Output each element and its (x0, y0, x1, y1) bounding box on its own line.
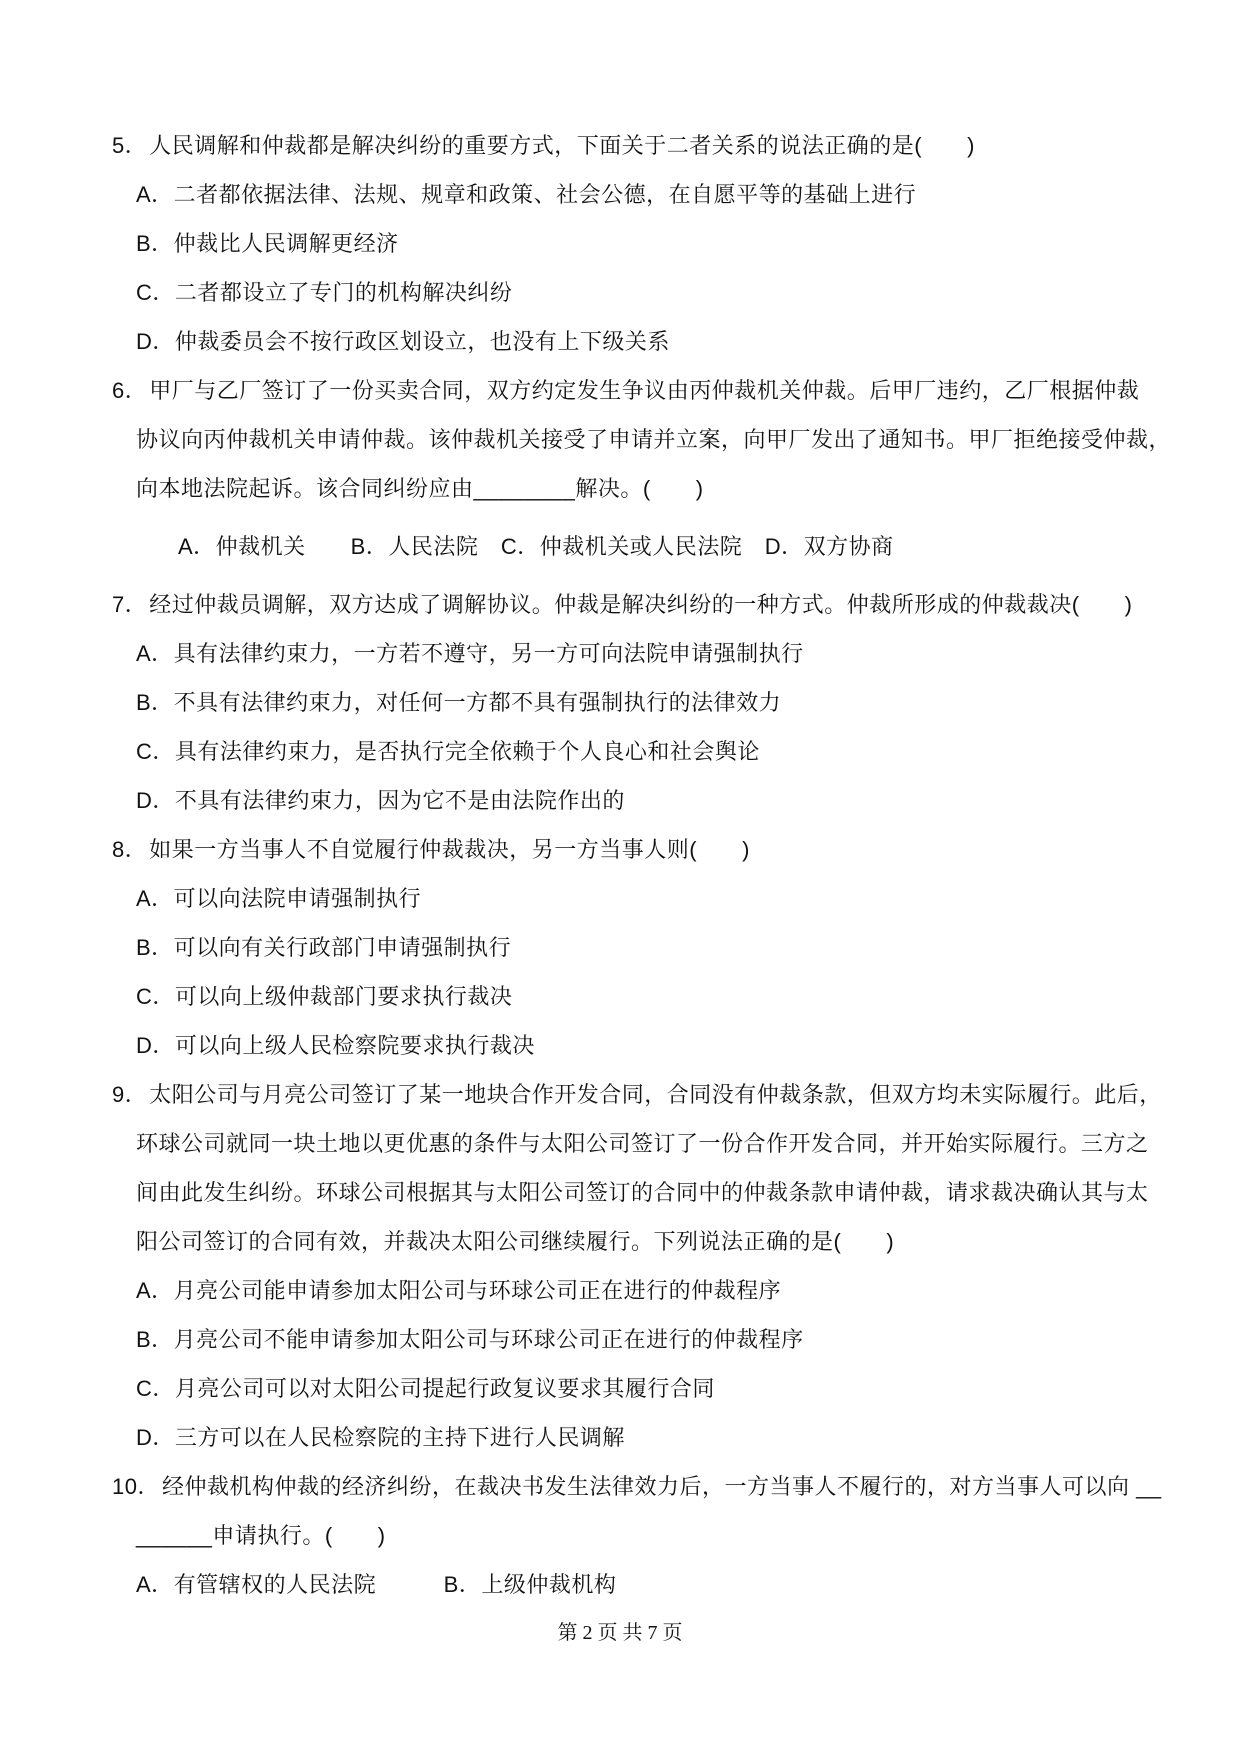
question-7 (112, 580, 1157, 825)
question-5-number: 5． (112, 133, 148, 158)
question-5-option-b: B．仲裁比人民调解更经济 (136, 231, 399, 256)
question-9 (112, 1070, 1162, 1462)
question-9-option-b: B．月亮公司不能申请参加太阳公司与环球公司正在进行的仲裁程序 (136, 1327, 804, 1352)
question-9-stem-line-4: 阳公司签订的合同有效，并裁决太阳公司继续履行。下列说法正确的是( ) (136, 1229, 895, 1254)
question-8-option-d: D．可以向上级人民检察院要求执行裁决 (136, 1033, 535, 1058)
question-7-option-b: B．不具有法律约束力，对任何一方都不具有强制执行的法律效力 (136, 690, 782, 715)
question-8 (112, 825, 1157, 1070)
question-8-option-c: C．可以向上级仲裁部门要求执行裁决 (136, 984, 513, 1009)
question-8-option-a: A．可以向法院申请强制执行 (136, 886, 422, 911)
question-10-stem-line-1 (112, 1462, 1162, 1511)
footer-page-number: 第 2 页 共 7 页 (557, 1622, 683, 1644)
question-5-option-c: C．二者都设立了专门的机构解决纠纷 (136, 280, 513, 305)
question-5-option-a: A．二者都依据法律、法规、规章和政策、社会公德，在自愿平等的基础上进行 (136, 182, 917, 207)
question-8-stem-text: 如果一方当事人不自觉履行仲裁裁决，另一方当事人则( ) (149, 837, 750, 862)
question-8-option-b: B．可以向有关行政部门申请强制执行 (136, 935, 512, 960)
question-7-option-c: C．具有法律约束力，是否执行完全依赖于个人良心和社会舆论 (136, 739, 760, 764)
question-9-stem-text: 太阳公司与月亮公司签订了某一地块合作开发合同，合同没有仲裁条款，但双方均未实际履行。此后， (149, 1082, 1162, 1107)
question-6 (112, 366, 1172, 571)
question-6-stem-line-2: 协议向丙仲裁机关申请仲裁。该仲裁机关接受了申请并立案，向甲厂发出了通知书。甲厂拒绝接受仲裁， (136, 427, 1172, 452)
question-6-stem-line-1 (112, 366, 1157, 415)
question-5 (112, 121, 1157, 366)
question-9-option-d: D．三方可以在人民检察院的主持下进行人民调解 (136, 1425, 625, 1450)
question-10-number: 10． (112, 1474, 160, 1499)
question-7-stem-text: 经过仲裁员调解，双方达成了调解协议。仲裁是解决纠纷的一种方式。仲裁所形成的仲裁裁决( ) (149, 592, 1133, 617)
question-6-options-row: A．仲裁机关 B．人民法院 C．仲裁机关或人民法院 D．双方协商 (178, 534, 894, 559)
question-10-options-row: A．有管辖权的人民法院 B．上级仲裁机构 (136, 1572, 617, 1597)
question-9-number: 9． (112, 1082, 148, 1107)
question-9-option-a: A．月亮公司能申请参加太阳公司与环球公司正在进行的仲裁程序 (136, 1278, 782, 1303)
question-5-stem-text: 人民调解和仲裁都是解决纠纷的重要方式，下面关于二者关系的说法正确的是( ) (149, 133, 975, 158)
question-5-option-d: D．仲裁委员会不按行政区划设立，也没有上下级关系 (136, 329, 670, 354)
question-7-option-d: D．不具有法律约束力，因为它不是由法院作出的 (136, 788, 625, 813)
question-10 (112, 1462, 1162, 1609)
question-6-stem-text: 甲厂与乙厂签订了一份买卖合同，双方约定发生争议由丙仲裁机关仲裁。后甲厂违约，乙厂根据仲裁 (149, 378, 1140, 403)
question-8-stem-line-1 (112, 825, 1157, 874)
question-6-number: 6． (112, 378, 148, 403)
question-9-option-c: C．月亮公司可以对太阳公司提起行政复议要求其履行合同 (136, 1376, 715, 1401)
question-9-stem-line-3: 间由此发生纠纷。环球公司根据其与太阳公司签订的合同中的仲裁条款申请仲裁，请求裁决确认其与太 (136, 1180, 1149, 1205)
question-5-stem-line-1 (112, 121, 1157, 170)
question-9-stem-line-2: 环球公司就同一块土地以更优惠的条件与太阳公司签订了一份合作开发合同，并开始实际履行。三方之 (136, 1131, 1149, 1156)
question-7-number: 7． (112, 592, 148, 617)
question-7-option-a: A．具有法律约束力，一方若不遵守，另一方可向法院申请强制执行 (136, 641, 804, 666)
question-9-stem-line-1 (112, 1070, 1162, 1119)
question-7-stem-line-1 (112, 580, 1157, 629)
question-10-stem-text: 经仲裁机构仲裁的经济纠纷，在裁决书发生法律效力后，一方当事人不履行的，对方当事人可以向 __ (161, 1474, 1162, 1499)
question-6-stem-line-3: 向本地法院起诉。该合同纠纷应由________解决。( ) (136, 476, 704, 501)
question-8-number: 8． (112, 837, 148, 862)
question-10-stem-line-2: ______申请执行。( ) (136, 1523, 386, 1548)
exam-page-body (112, 121, 1172, 1609)
